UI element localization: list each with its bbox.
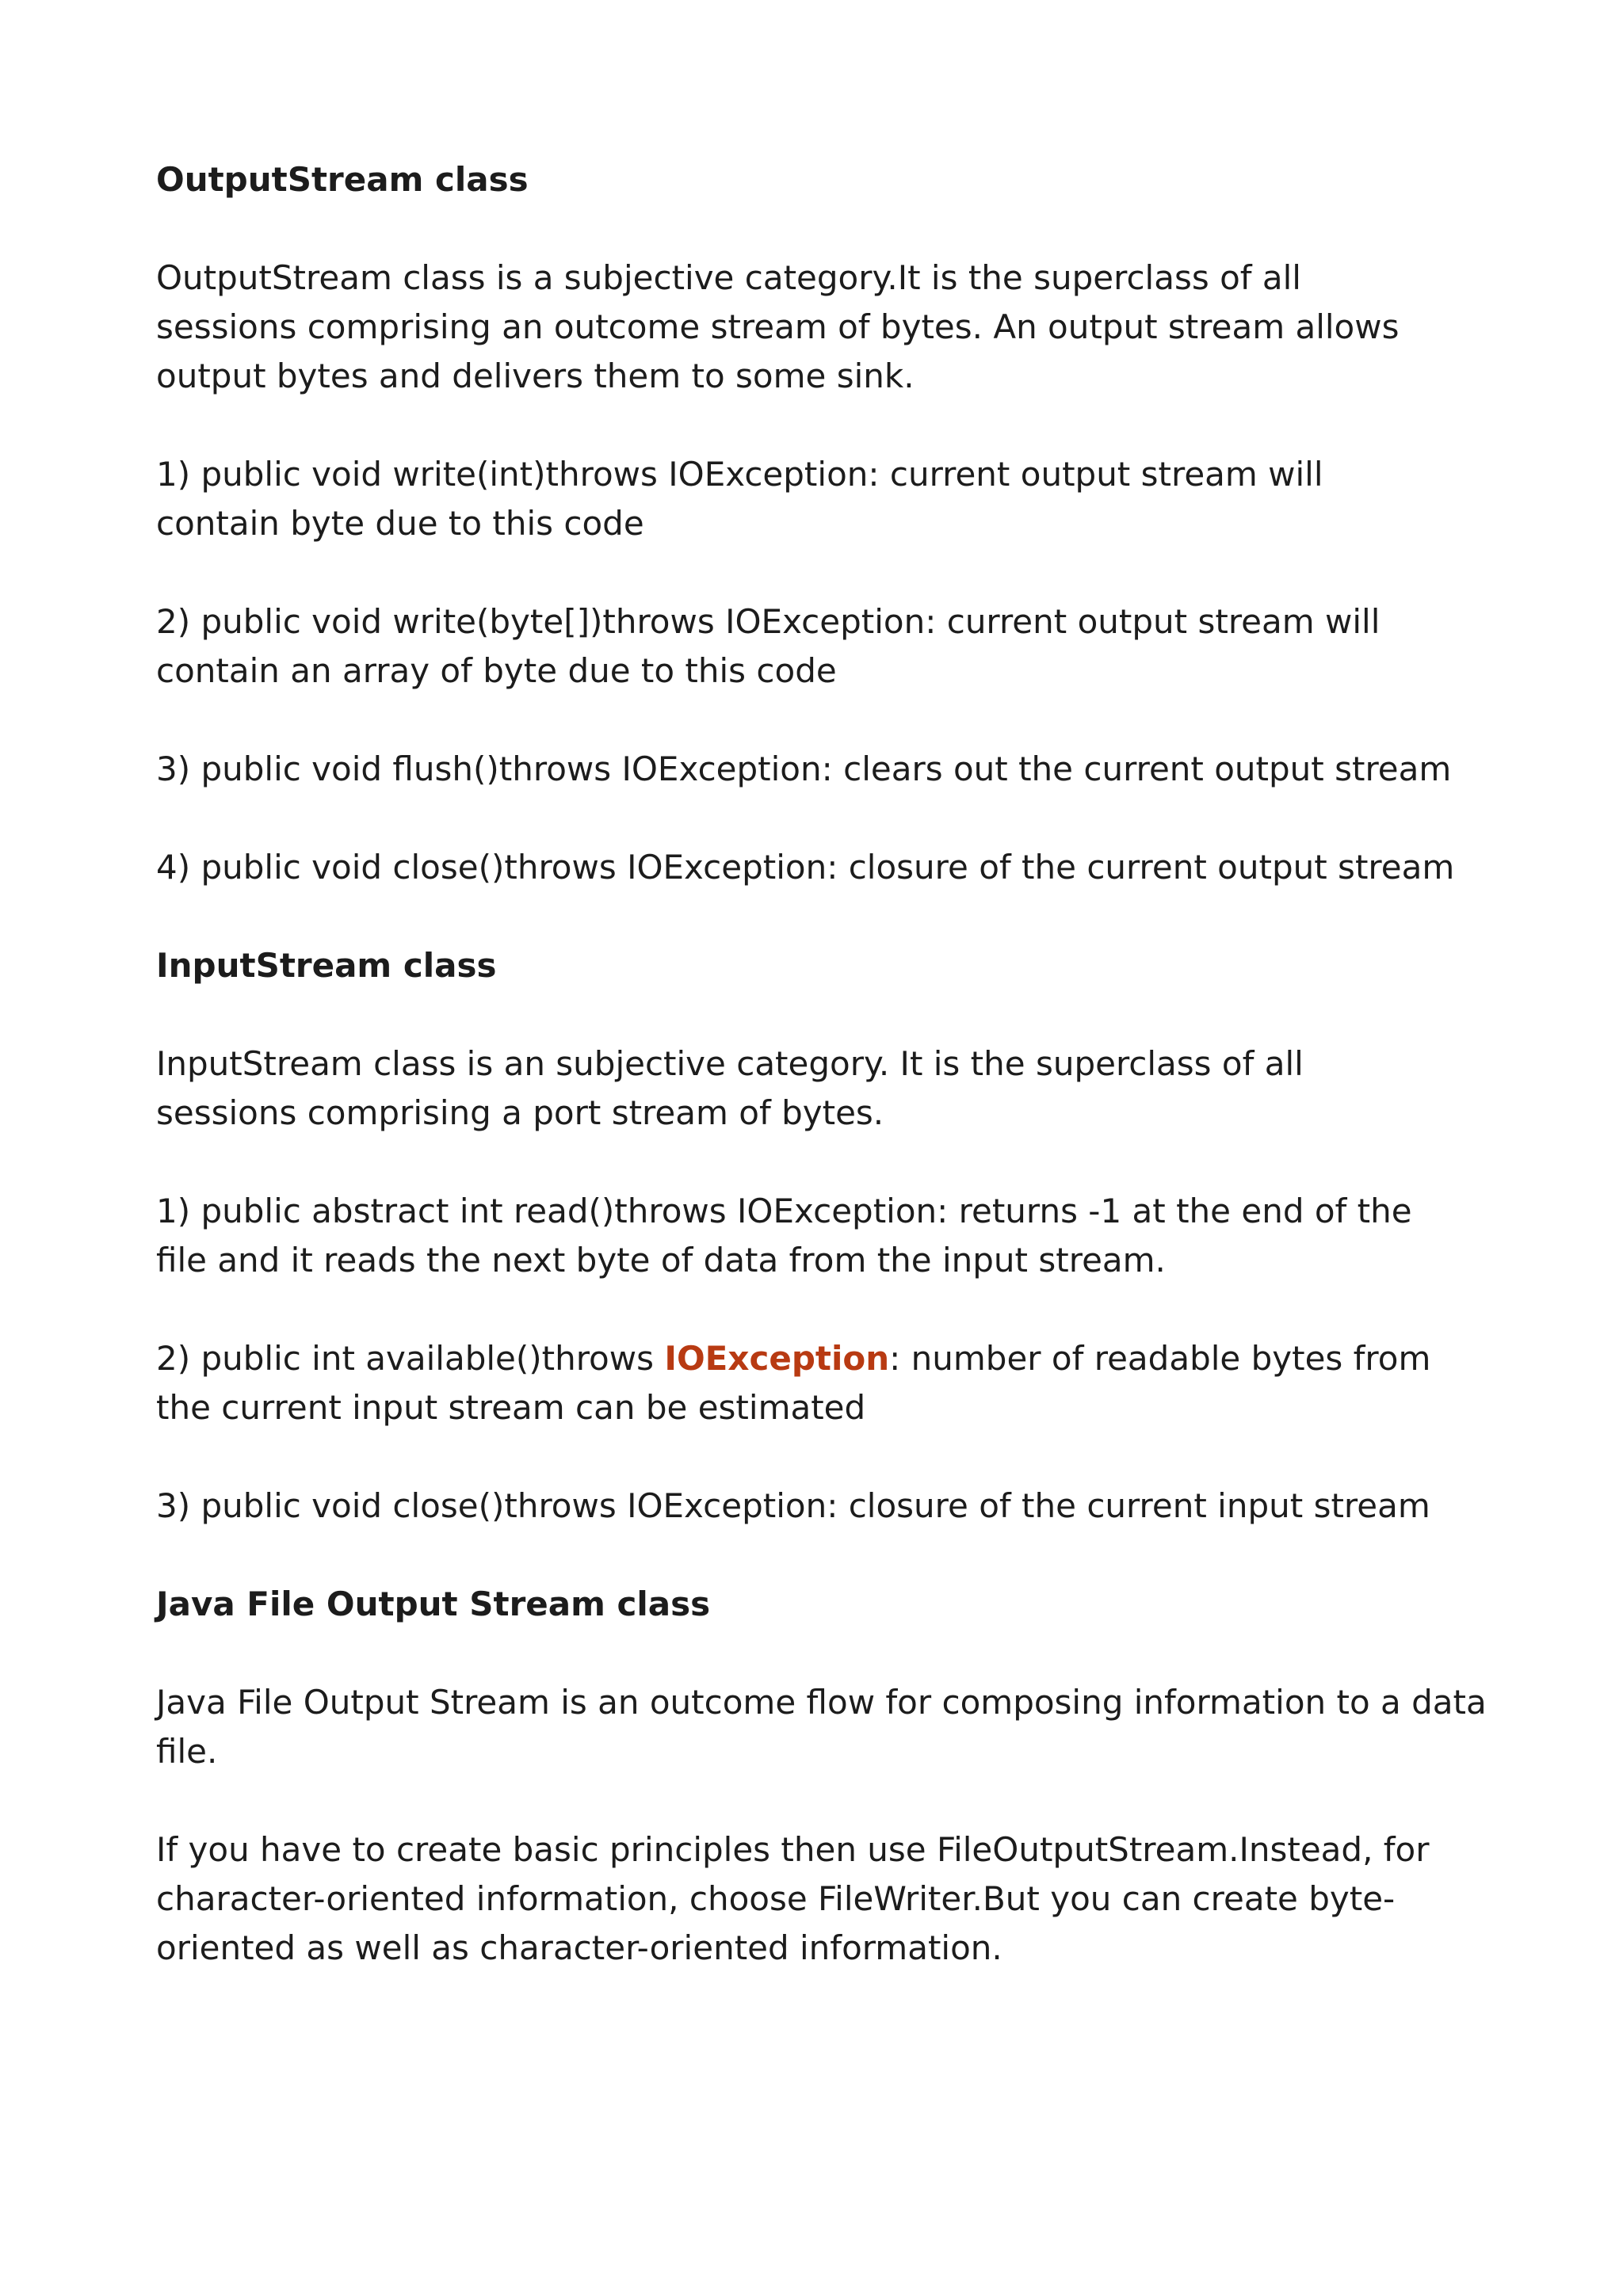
method-item: 3) public void close()throws IOException: closure of the current input stream xyxy=(156,1486,1430,1525)
method-item-text: 2) public int available()throws xyxy=(156,1339,665,1378)
section-heading-fileoutputstream: Java File Output Stream class xyxy=(156,1585,711,1623)
method-item: 1) public void write(int)throws IOException: current output stream will contain byte due to this code xyxy=(156,455,1323,543)
paragraph: If you have to create basic principles then use FileOutputStream.Instead, for character-oriented information, choose FileWriter.But you can create byte-oriented as well as character-oriented information. xyxy=(156,1830,1430,1967)
section-heading-inputstream: InputStream class xyxy=(156,946,497,985)
method-item xyxy=(156,1334,1440,1432)
method-item-text: : number of readable bytes from the current input stream can be estimated xyxy=(156,1339,1431,1427)
method-item: 1) public abstract int read()throws IOException: returns -1 at the end of the file and it reads the next byte of data from the input stream. xyxy=(156,1192,1412,1280)
ioexception-link[interactable]: IOException xyxy=(664,1339,890,1378)
section-intro-fileoutputstream: Java File Output Stream is an outcome flow for composing information to a data file. xyxy=(156,1683,1487,1771)
method-item: 2) public void write(byte[])throws IOException: current output stream will contain an array of byte due to this code xyxy=(156,602,1381,690)
section-heading-outputstream: OutputStream class xyxy=(156,160,529,199)
method-item: 4) public void close()throws IOException: closure of the current output stream xyxy=(156,848,1455,887)
document-page xyxy=(156,155,1487,1973)
method-item: 3) public void flush()throws IOException: clears out the current output stream xyxy=(156,749,1452,788)
section-intro-outputstream: OutputStream class is a subjective category.It is the superclass of all sessions comprising an outcome stream of bytes. An output stream allows output bytes and delivers them to some sink. xyxy=(156,258,1400,395)
section-intro-inputstream: InputStream class is an subjective category. It is the superclass of all sessions comprising a port stream of bytes. xyxy=(156,1044,1304,1132)
